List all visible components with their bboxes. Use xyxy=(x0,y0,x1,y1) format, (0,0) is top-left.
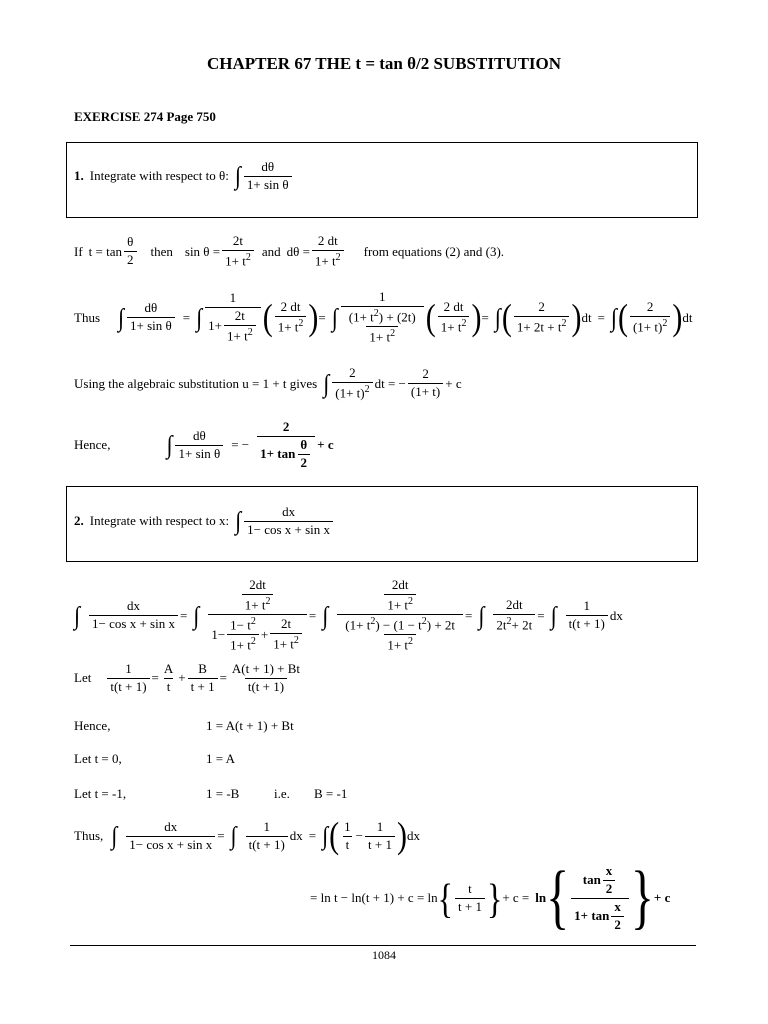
substitution-line: If t = tan $\frac{\theta}{2}$ then sin θ = $\frac{2t}{1+ t^2}$ and dθ = $\frac{2 dt}{1+ t^2}$ from equations (2) and (3). xyxy=(74,233,505,269)
question-1-integrand: $\frac{d\theta}{\text{1+ sin θ}}$ xyxy=(244,160,292,193)
footer-rule xyxy=(70,945,696,946)
chapter-title: CHAPTER 67 THE t = tan θ/2 SUBSTITUTION xyxy=(206,54,562,73)
q2-thus-line: Thus, ∫ $\frac{dx}{\text{1− cos x + sin x}}$ = ∫ $\frac{1}{t(t + 1)}$ dx = ∫ ( $\frac{1}{t}$ − $\frac{1}{t + 1}$ ) dx xyxy=(74,815,420,857)
page-number: 1084 xyxy=(372,948,396,962)
partial-fractions-line: Let $\frac{1}{t(t + 1)}$ = $\frac{A}{t}$ + $\frac{B}{t + 1}$ = $\frac{A(t + 1) + Bt}{t(t + 1)}$ xyxy=(74,661,301,694)
hence-line-1: Hence, ∫ $\frac{d\theta}{\text{1+ sin θ}}$ = − 2 1+ tan $\frac{\theta}{2}$ + c xyxy=(74,419,334,470)
hence-line-2: Hence, xyxy=(74,718,111,733)
integral-sign: ∫ xyxy=(235,506,242,536)
algebraic-substitution-line: Using the algebraic substitution u = 1 + t gives ∫ $\frac{2}{(1+ t)^2}$ dt = − $\frac{2}{(1+ t)}$ + c xyxy=(74,365,462,401)
integral-sign: ∫ xyxy=(234,161,241,191)
question-1-text: Integrate with respect to θ: xyxy=(89,168,229,184)
thus-line: Thus ∫ $\frac{d\theta}{\text{1+ sin θ}}$ = ∫ 1 1+ $\frac{2t}{1+ t^2}$ ( $\frac{2 dt}{1+ t^2}$ ) = ∫ $\frac{1}{\frac{(1+ t^2) + (2t)}{1+ t^2}}$ ( $\frac{2 dt}{1+ t^2}$ ) = ∫ ( $\frac{2}{1+ 2t + t^2}$ ) dt = ∫ ( $\frac{2}{(1+ t)^2}$ ) dt xyxy=(74,289,693,345)
let-t-minus-one: Let t = -1, xyxy=(74,786,127,801)
exercise-header: EXERCISE 274 Page 750 xyxy=(74,109,216,124)
final-answer-1: 2 1+ tan $\frac{\theta}{2}$ xyxy=(257,420,315,471)
question-2-number: 2. xyxy=(74,513,84,529)
q2-expansion-line: ∫ $\frac{dx}{\text{1− cos x + sin x}}$ = ∫ $\frac{2dt}{1+ t^2}$ 1− $\frac{1- t^2}{1+ t^2}$ + $\frac{2t}{1+ t^2}$ = ∫ $\frac{\frac{2dt}{1+ t^2}}{\frac{(1+ t^2) - (1 - t^2) + 2t}{1+ t^2}}$ = ∫ $\frac{2dt}{2t^2+ 2t}$ = ∫ $\frac{1}{t(t + 1)}$ dx xyxy=(74,577,623,653)
question-2 xyxy=(74,505,335,538)
question-1-number: 1. xyxy=(74,168,84,184)
question-1 xyxy=(74,160,294,193)
q2-final-line: = ln t − ln(t + 1) + c = ln { $\frac{t}{t + 1}$ } + c = ln { tan $\frac{x}{2}$ 1+ tan $\frac{x}{2}$ } + c xyxy=(310,857,671,938)
question-2-text: Integrate with respect to x: xyxy=(89,513,230,529)
question-2-integrand: $\frac{dx}{\text{1− cos x + sin x}}$ xyxy=(244,505,333,538)
let-t-zero: Let t = 0, xyxy=(74,751,122,766)
nested-fraction: 1 1+ $\frac{2t}{1+ t^2}$ xyxy=(205,291,261,344)
final-answer-2: tan $\frac{x}{2}$ 1+ tan $\frac{x}{2}$ xyxy=(571,864,629,933)
